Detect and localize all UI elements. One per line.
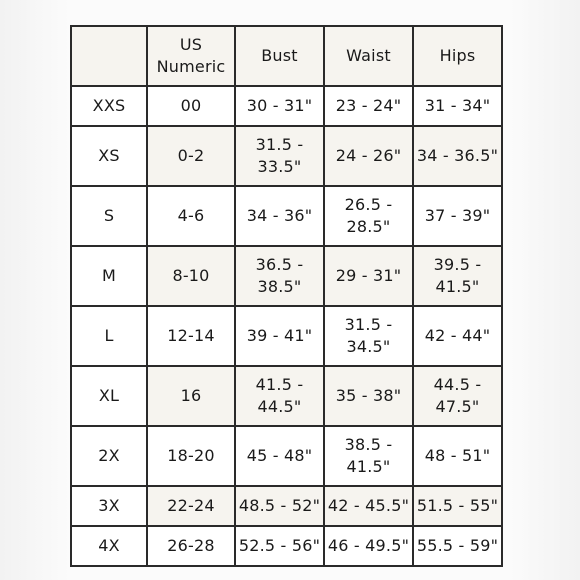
table-row xyxy=(71,366,502,426)
size-label: XL xyxy=(71,366,147,426)
bust-cell: 39 - 41" xyxy=(235,306,324,366)
table-row xyxy=(71,246,502,306)
bust-cell: 45 - 48" xyxy=(235,426,324,486)
header-hips: Hips xyxy=(413,26,502,86)
table-row xyxy=(71,306,502,366)
bust-cell xyxy=(235,126,324,186)
waist-cell-line-2: 34.5" xyxy=(346,337,391,356)
size-label: 2X xyxy=(71,426,147,486)
bust-cell-line-1: 36.5 - xyxy=(255,255,304,274)
waist-cell: 24 - 26" xyxy=(324,126,413,186)
hips-cell: 48 - 51" xyxy=(413,426,502,486)
us-numeric-cell: 16 xyxy=(147,366,235,426)
hips-cell-line-2: 41.5" xyxy=(435,277,480,296)
size-label: 4X xyxy=(71,526,147,566)
hips-cell: 55.5 - 59" xyxy=(413,526,502,566)
table-row xyxy=(71,86,502,126)
waist-cell-line-1: 38.5 - xyxy=(344,435,393,454)
table-row xyxy=(71,526,502,566)
waist-cell-line-1: 26.5 - xyxy=(344,195,393,214)
hips-cell: 42 - 44" xyxy=(413,306,502,366)
size-label: XS xyxy=(71,126,147,186)
header-row xyxy=(71,26,502,86)
bust-cell: 34 - 36" xyxy=(235,186,324,246)
us-numeric-cell: 0-2 xyxy=(147,126,235,186)
bust-cell-line-2: 44.5" xyxy=(257,397,302,416)
us-numeric-cell: 26-28 xyxy=(147,526,235,566)
hips-cell: 51.5 - 55" xyxy=(413,486,502,526)
size-label: L xyxy=(71,306,147,366)
header-us-numeric xyxy=(147,26,235,86)
header-us-numeric-line-1: US xyxy=(179,35,203,54)
bust-cell xyxy=(235,246,324,306)
waist-cell: 23 - 24" xyxy=(324,86,413,126)
hips-cell-line-1: 39.5 - xyxy=(433,255,482,274)
waist-cell xyxy=(324,426,413,486)
table-row xyxy=(71,486,502,526)
bust-cell xyxy=(235,366,324,426)
us-numeric-cell: 22-24 xyxy=(147,486,235,526)
bust-cell-line-1: 41.5 - xyxy=(255,375,304,394)
waist-cell: 42 - 45.5" xyxy=(324,486,413,526)
waist-cell xyxy=(324,186,413,246)
table-row xyxy=(71,126,502,186)
waist-cell-line-1: 31.5 - xyxy=(344,315,393,334)
hips-cell xyxy=(413,246,502,306)
waist-cell-line-2: 28.5" xyxy=(346,217,391,236)
header-us-numeric-line-2: Numeric xyxy=(156,57,226,76)
waist-cell: 29 - 31" xyxy=(324,246,413,306)
us-numeric-cell: 18-20 xyxy=(147,426,235,486)
waist-cell: 46 - 49.5" xyxy=(324,526,413,566)
hips-cell-line-2: 47.5" xyxy=(435,397,480,416)
table-row xyxy=(71,426,502,486)
size-label: XXS xyxy=(71,86,147,126)
us-numeric-cell: 8-10 xyxy=(147,246,235,306)
hips-cell: 34 - 36.5" xyxy=(413,126,502,186)
hips-cell: 37 - 39" xyxy=(413,186,502,246)
waist-cell: 35 - 38" xyxy=(324,366,413,426)
us-numeric-cell: 4-6 xyxy=(147,186,235,246)
bust-cell: 52.5 - 56" xyxy=(235,526,324,566)
hips-cell: 31 - 34" xyxy=(413,86,502,126)
size-chart-table xyxy=(70,25,503,567)
bust-cell: 30 - 31" xyxy=(235,86,324,126)
hips-cell-line-1: 44.5 - xyxy=(433,375,482,394)
header-bust: Bust xyxy=(235,26,324,86)
header-waist: Waist xyxy=(324,26,413,86)
waist-cell-line-2: 41.5" xyxy=(346,457,391,476)
bust-cell: 48.5 - 52" xyxy=(235,486,324,526)
header-size-cell xyxy=(71,26,147,86)
bust-cell-line-2: 38.5" xyxy=(257,277,302,296)
hips-cell xyxy=(413,366,502,426)
table-row xyxy=(71,186,502,246)
us-numeric-cell: 00 xyxy=(147,86,235,126)
size-label: S xyxy=(71,186,147,246)
waist-cell xyxy=(324,306,413,366)
size-label: 3X xyxy=(71,486,147,526)
bust-cell-line-2: 33.5" xyxy=(257,157,302,176)
us-numeric-cell: 12-14 xyxy=(147,306,235,366)
bust-cell-line-1: 31.5 - xyxy=(255,135,304,154)
size-label: M xyxy=(71,246,147,306)
